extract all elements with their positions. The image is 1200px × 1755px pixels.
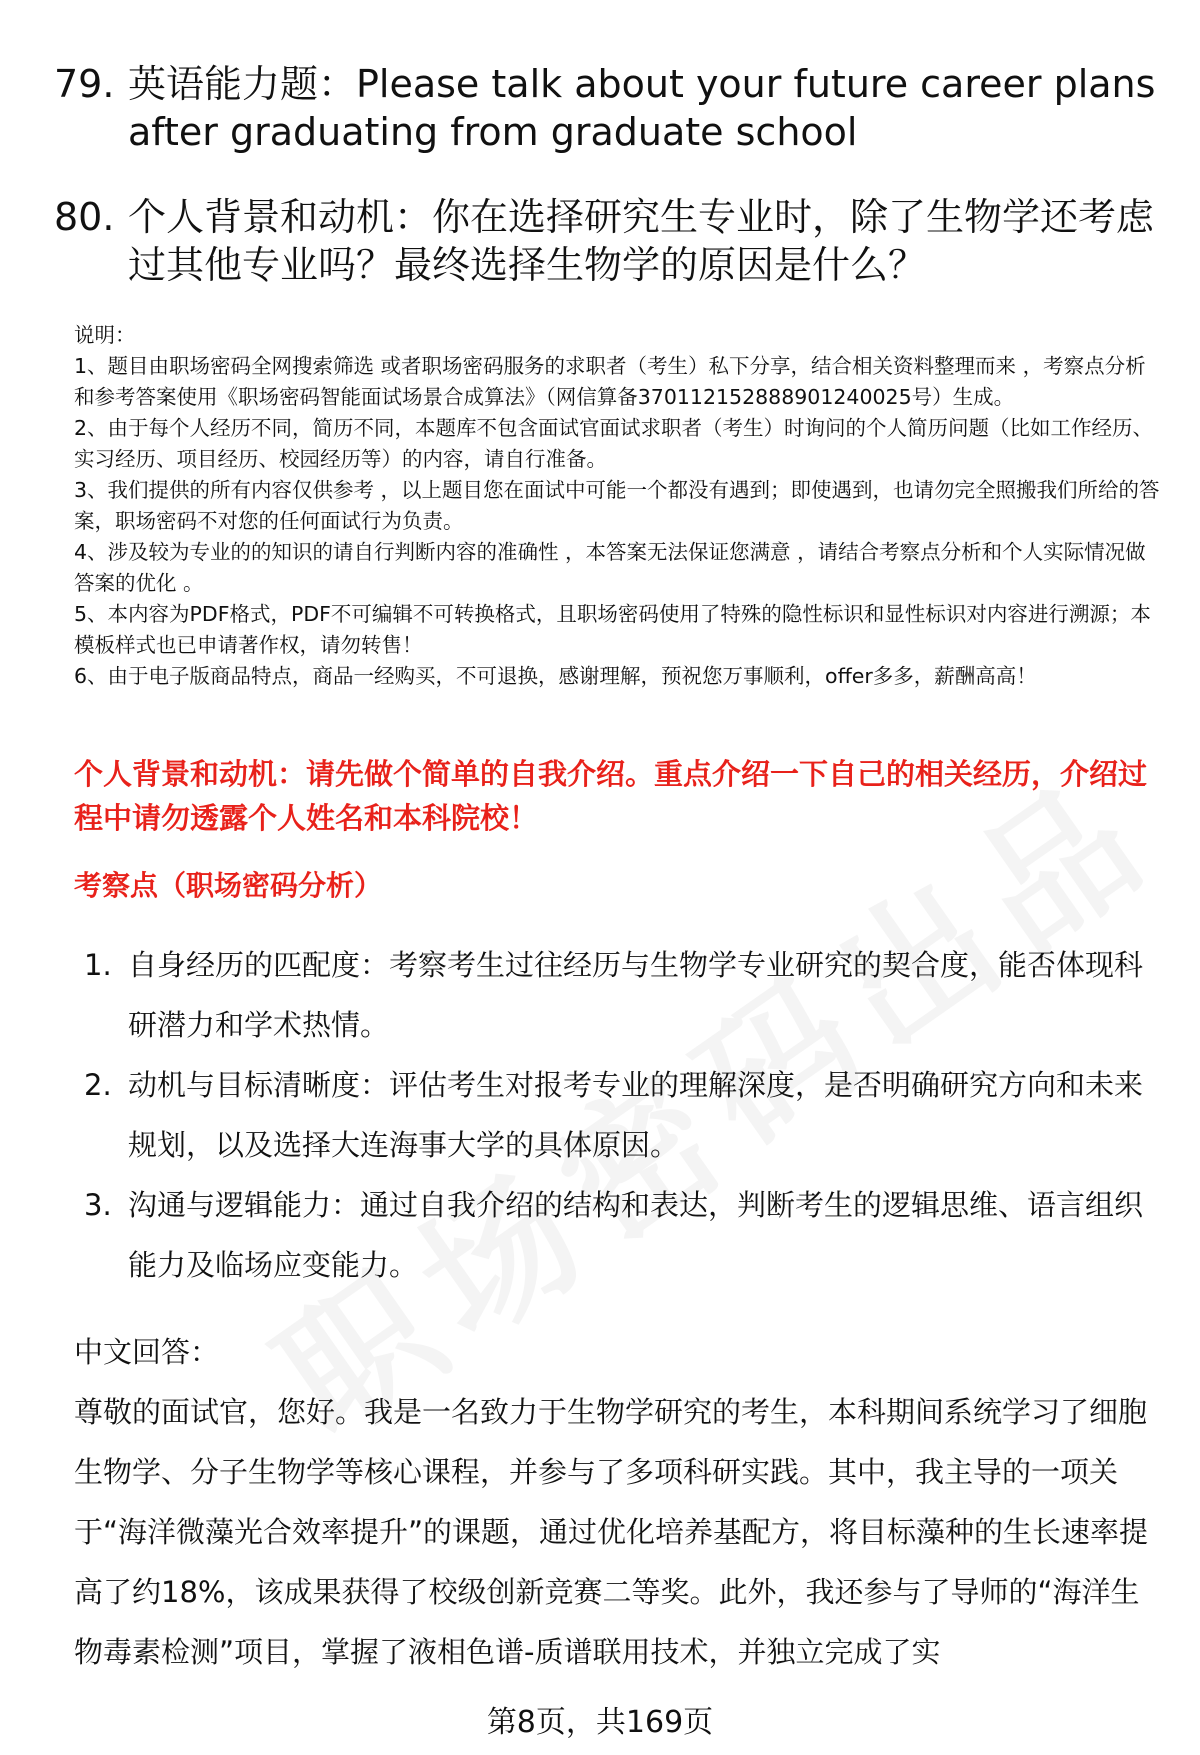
analysis-points xyxy=(74,935,1164,1295)
question-number: 79. xyxy=(54,62,115,106)
analysis-point xyxy=(74,1175,1164,1295)
note-item: 1、题目由职场密码全网搜索筛选 或者职场密码服务的求职者（考生）私下分享，结合相关资料整理而来 ，考察点分析和参考答案使用《职场密码智能面试场景合成算法》（网信算备370112152888901240025号）生成。 xyxy=(74,354,1146,409)
note-item: 5、本内容为PDF格式，PDF不可编辑不可转换格式，且职场密码使用了特殊的隐性标识和显性标识对内容进行溯源；本模板样式也已申请著作权，请勿转售！ xyxy=(74,602,1151,657)
analysis-point xyxy=(74,1055,1164,1175)
analysis-title: 考察点（职场密码分析） xyxy=(74,869,383,902)
current-question-title: 个人背景和动机：请先做个简单的自我介绍。重点介绍一下自己的相关经历，介绍过程中请勿透露个人姓名和本科院校！ xyxy=(74,757,1148,835)
point-text: 动机与目标清晰度：评估考生对报考专业的理解深度，是否明确研究方向和未来规划，以及选择大连海事大学的具体原因。 xyxy=(128,1068,1144,1162)
page-footer: 第8页，共169页 xyxy=(486,1705,714,1740)
question-80 xyxy=(54,193,1164,289)
notes-heading: 说明： xyxy=(74,323,136,347)
point-text: 自身经历的匹配度：考察考生过往经历与生物学专业研究的契合度，能否体现科研潜力和学术热情。 xyxy=(128,948,1144,1042)
point-number: 3. xyxy=(84,1188,112,1222)
note-item: 3、我们提供的所有内容仅供参考 ，以上题目您在面试中可能一个都没有遇到；即使遇到，也请勿完全照搬我们所给的答案，职场密码不对您的任何面试行为负责。 xyxy=(74,478,1160,533)
answer-body: 尊敬的面试官，您好。我是一名致力于生物学研究的考生，本科期间系统学习了细胞生物学、分子生物学等核心课程，并参与了多项科研实践。其中，我主导的一项关于“海洋微藻光合效率提升”的课题，通过优化培养基配方，将目标藻种的生长速率提高了约18%，该成果获得了校级创新竞赛二等奖。此外，我还参与了导师的“海洋生物毒素检测”项目，掌握了液相色谱-质谱联用技术，并独立完成了实 xyxy=(74,1395,1149,1669)
question-text: 个人背景和动机：你在选择研究生专业时，除了生物学还考虑过其他专业吗？最终选择生物学的原因是什么？ xyxy=(128,195,1155,287)
point-text: 沟通与逻辑能力：通过自我介绍的结构和表达，判断考生的逻辑思维、语言组织能力及临场应变能力。 xyxy=(128,1188,1144,1282)
question-79 xyxy=(54,60,1164,156)
answer-label: 中文回答： xyxy=(74,1335,220,1369)
question-number: 80. xyxy=(54,195,115,239)
point-number: 2. xyxy=(84,1068,112,1102)
analysis-point xyxy=(74,935,1164,1055)
note-item: 2、由于每个人经历不同，简历不同，本题库不包含面试官面试求职者（考生）时询问的个人简历问题（比如工作经历、实习经历、项目经历、校园经历等）的内容，请自行准备。 xyxy=(74,416,1154,471)
note-item: 4、涉及较为专业的的知识的请自行判断内容的准确性 ，本答案无法保证您满意 ，请结合考察点分析和个人实际情况做答案的优化 。 xyxy=(74,540,1146,595)
question-text: 英语能力题：Please talk about your future career plans after graduating from graduate school xyxy=(128,62,1156,154)
answer-section xyxy=(74,1322,1164,1682)
point-number: 1. xyxy=(84,948,112,982)
disclaimer-notes xyxy=(74,320,1164,692)
note-item: 6、由于电子版商品特点，商品一经购买，不可退换，感谢理解，预祝您万事顺利，offer多多，薪酬高高！ xyxy=(74,664,1037,688)
